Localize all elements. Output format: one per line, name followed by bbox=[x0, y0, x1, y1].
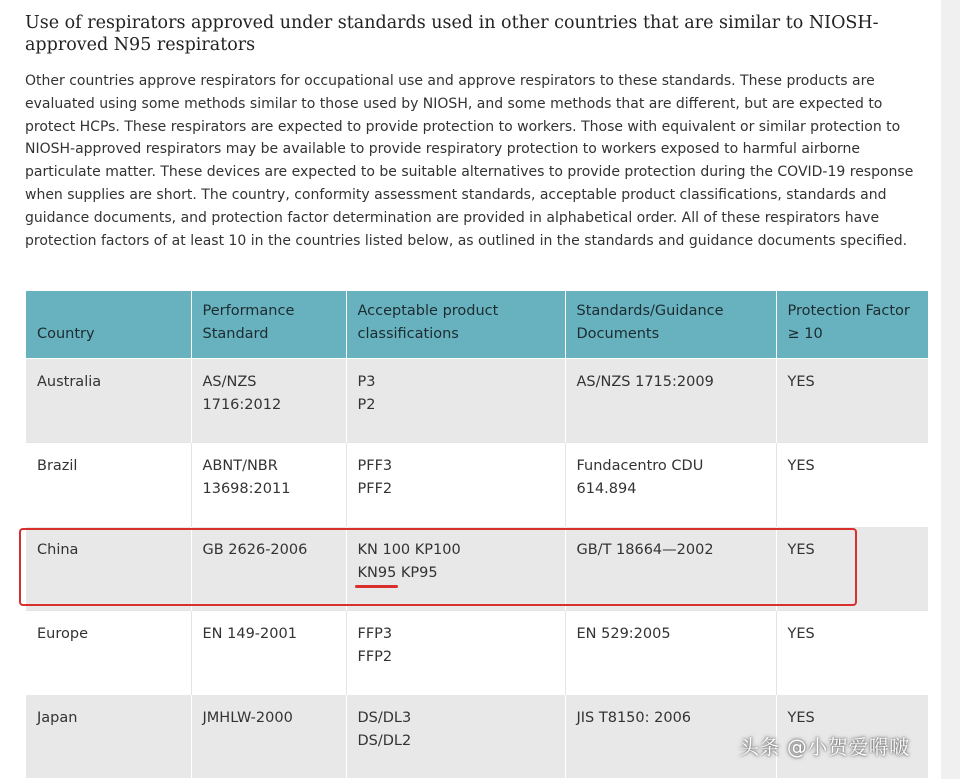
header-performance-standard: Performance Standard bbox=[191, 291, 346, 358]
cell-country: Australia bbox=[26, 358, 191, 442]
header-guidance-documents: Standards/Guidance Documents bbox=[565, 291, 776, 358]
cell-standard: EN 149-2001 bbox=[191, 610, 346, 694]
cell-protection-factor: YES bbox=[776, 358, 928, 442]
cell-country: Japan bbox=[26, 694, 191, 778]
header-protection-factor: Protection Factor ≥ 10 bbox=[776, 291, 928, 358]
table-row bbox=[26, 442, 928, 526]
cell-country: Brazil bbox=[26, 442, 191, 526]
cell-documents: JIS T8150: 2006 bbox=[565, 694, 776, 778]
cell-documents: AS/NZS 1715:2009 bbox=[565, 358, 776, 442]
table-row bbox=[26, 610, 928, 694]
cell-classifications: P3 P2 bbox=[346, 358, 565, 442]
table-row-china bbox=[26, 526, 928, 610]
respirator-standards-table bbox=[26, 291, 928, 778]
table-header-row bbox=[26, 291, 928, 358]
cell-standard: AS/NZS 1716:2012 bbox=[191, 358, 346, 442]
cell-standard: GB 2626-2006 bbox=[191, 526, 346, 610]
cell-classifications: KN 100 KP100 KN95 KP95 bbox=[346, 526, 565, 610]
cell-documents: Fundacentro CDU 614.894 bbox=[565, 442, 776, 526]
cell-documents: EN 529:2005 bbox=[565, 610, 776, 694]
header-product-classifications: Acceptable product classifications bbox=[346, 291, 565, 358]
cell-protection-factor: YES bbox=[776, 694, 928, 778]
cell-protection-factor: YES bbox=[776, 442, 928, 526]
cell-standard: JMHLW-2000 bbox=[191, 694, 346, 778]
table-row bbox=[26, 358, 928, 442]
cell-country: Europe bbox=[26, 610, 191, 694]
cell-classifications: PFF3 PFF2 bbox=[346, 442, 565, 526]
kn95-underline-mark bbox=[355, 585, 398, 588]
article-intro: Other countries approve respirators for occupational use and approve respirators to these standards. These products are evaluated using some methods similar to those used by NIOSH, and some methods that are different, but are expected to protect HCPs. These respirators are expected to provide protection to workers. Those with equivalent or similar protection to NIOSH-approved respirators may be available to provide respiratory protection to workers exposed to harmful airborne particulate matter. These devices are expected to be suitable alternatives to provide protection during the COVID-19 response when supplies are short. The country, conformity assessment standards, acceptable product classifications, standards and guidance documents, and protection factor determination are provided in alphabetical order. All of these respirators have protection factors of at least 10 in the countries listed below, as outlined in the standards and guidance documents specified. bbox=[25, 73, 914, 249]
cell-protection-factor: YES bbox=[776, 610, 928, 694]
article bbox=[25, 12, 930, 252]
watermark-text: 头条 @小贺爱嘚啵 bbox=[739, 735, 910, 759]
header-country: Country bbox=[26, 291, 191, 358]
cell-country: China bbox=[26, 526, 191, 610]
cell-classifications: DS/DL3 DS/DL2 bbox=[346, 694, 565, 778]
cell-protection-factor: YES bbox=[776, 526, 928, 610]
cell-classifications: FFP3 FFP2 bbox=[346, 610, 565, 694]
cell-documents: GB/T 18664—2002 bbox=[565, 526, 776, 610]
scrollbar-track[interactable] bbox=[941, 0, 960, 779]
cell-standard: ABNT/NBR 13698:2011 bbox=[191, 442, 346, 526]
article-heading: Use of respirators approved under standards used in other countries that are similar to NIOSH-approved N95 respirators bbox=[25, 13, 879, 55]
